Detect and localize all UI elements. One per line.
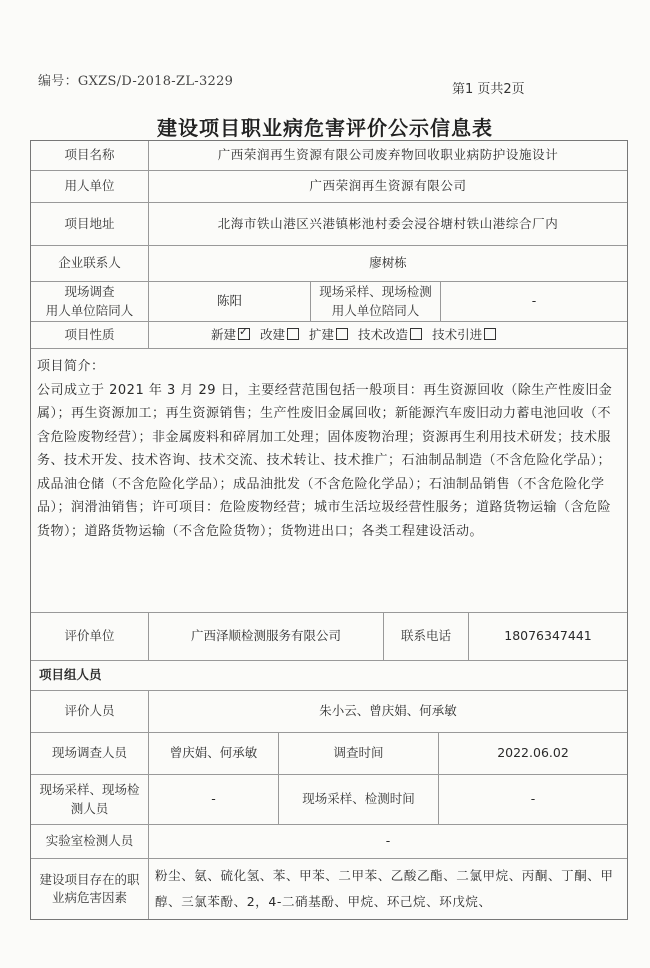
row-contact — [31, 246, 627, 282]
samplers-label: 现场采样、现场检 测人员 — [31, 775, 149, 824]
row-assessors — [31, 691, 627, 733]
row-lab — [31, 825, 627, 859]
nature-label: 项目性质 — [31, 322, 149, 348]
info-table — [30, 140, 628, 920]
sampling-escort-value: - — [531, 293, 537, 309]
option-rebuild[interactable] — [260, 326, 299, 344]
page-number: 第1 页共2页 — [452, 82, 525, 97]
intro-block — [31, 349, 627, 612]
hazards-value: 粉尘、氨、硫化氢、苯、甲苯、二甲苯、乙酸乙酯、二氯甲烷、丙酮、丁酮、甲醇、三氯苯酚、2，4-二硝基酚、甲烷、环己烷、环戊烷、 — [155, 868, 614, 909]
row-project-name — [31, 141, 627, 171]
option-expansion-label: 扩建 — [309, 326, 335, 342]
employer-label: 用人单位 — [31, 171, 149, 202]
option-new-build[interactable] — [211, 326, 250, 344]
sampling-escort-label: 现场采样、现场检测 用人单位陪同人 — [311, 282, 441, 321]
checkbox-icon[interactable] — [287, 328, 299, 340]
checkbox-checked-icon[interactable] — [238, 328, 250, 340]
checkbox-icon[interactable] — [410, 328, 422, 340]
lab-value: - — [385, 833, 391, 849]
row-evaluator — [31, 613, 627, 661]
option-rebuild-label: 改建 — [260, 326, 286, 342]
survey-escort-label: 现场调查 用人单位陪同人 — [31, 282, 149, 321]
survey-escort-value: 陈阳 — [149, 282, 311, 321]
project-name-value: 广西荣润再生资源有限公司废弃物回收职业病防护设施设计 — [217, 147, 559, 163]
sampling-time-label: 现场采样、检测时间 — [279, 775, 439, 824]
row-hazards — [31, 859, 627, 919]
investigators-value: 曾庆娟、何承敏 — [149, 733, 279, 774]
evaluator-label: 评价单位 — [31, 613, 149, 660]
lab-label: 实验室检测人员 — [31, 825, 149, 858]
survey-time-label: 调查时间 — [279, 733, 439, 774]
row-employer — [31, 171, 627, 203]
row-escorts — [31, 282, 627, 322]
team-header: 项目组人员 — [39, 667, 102, 683]
row-intro — [31, 349, 627, 613]
project-name-label: 项目名称 — [31, 141, 149, 170]
option-new-build-label: 新建 — [211, 326, 237, 342]
row-nature — [31, 322, 627, 349]
samplers-value: - — [149, 775, 279, 824]
address-label: 项目地址 — [31, 203, 149, 245]
option-tech-upgrade[interactable] — [358, 326, 422, 344]
row-investigators — [31, 733, 627, 775]
employer-value: 广西荣润再生资源有限公司 — [309, 178, 467, 194]
hazards-label: 建设项目存在的职 业病危害因素 — [31, 859, 149, 919]
checkbox-icon[interactable] — [484, 328, 496, 340]
document-number: 编号：GXZS/D-2018-ZL-3229 — [38, 74, 234, 89]
nature-options — [149, 322, 627, 348]
option-tech-upgrade-label: 技术改造 — [358, 326, 409, 342]
intro-label: 项目简介： — [37, 359, 105, 374]
phone-label: 联系电话 — [384, 613, 469, 660]
row-address — [31, 203, 627, 246]
option-tech-import-label: 技术引进 — [432, 326, 483, 342]
contact-label: 企业联系人 — [31, 246, 149, 281]
sampling-time-value: - — [530, 791, 536, 807]
contact-value: 廖树栋 — [369, 255, 407, 271]
address-value: 北海市铁山港区兴港镇彬池村委会浸谷塘村铁山港综合厂内 — [217, 215, 559, 231]
phone-value: 18076347441 — [504, 628, 592, 644]
row-team-header — [31, 661, 627, 691]
intro-text: 公司成立于 2021 年 3 月 29 日，主要经营范围包括一般项目：再生资源回收（除生产性废旧金属）；再生资源加工；再生资源销售；生产性废旧金属回收；新能源汽车废旧动力蓄电池回收（不含危险废物经营）；非金属废料和碎屑加工处理；固体废物治理；资源再生利用技术研发；技术服务、技术开发、技术咨询、技术交流、技术转让、技术推广；石油制品制造（不含危险化学品）；成品油仓储（不含危险化学品）；成品油批发（不含危险化学品）；石油制品销售（不含危险化学品）；润滑油销售；许可项目：危险废物经营；城市生活垃圾经营性服务；道路货物运输（含危险货物）；道路货物运输（不含危险货物）；货物进出口；各类工程建设活动。 — [37, 382, 613, 539]
page-title: 建设项目职业病危害评价公示信息表 — [157, 116, 493, 140]
option-expansion[interactable] — [309, 326, 348, 344]
assessors-value: 朱小云、曾庆娟、何承敏 — [319, 703, 457, 719]
assessors-label: 评价人员 — [31, 691, 149, 732]
checkbox-icon[interactable] — [336, 328, 348, 340]
evaluator-value: 广西泽顺检测服务有限公司 — [149, 613, 384, 660]
survey-time-value: 2022.06.02 — [497, 745, 569, 761]
investigators-label: 现场调查人员 — [31, 733, 149, 774]
row-samplers — [31, 775, 627, 825]
option-tech-import[interactable] — [432, 326, 496, 344]
